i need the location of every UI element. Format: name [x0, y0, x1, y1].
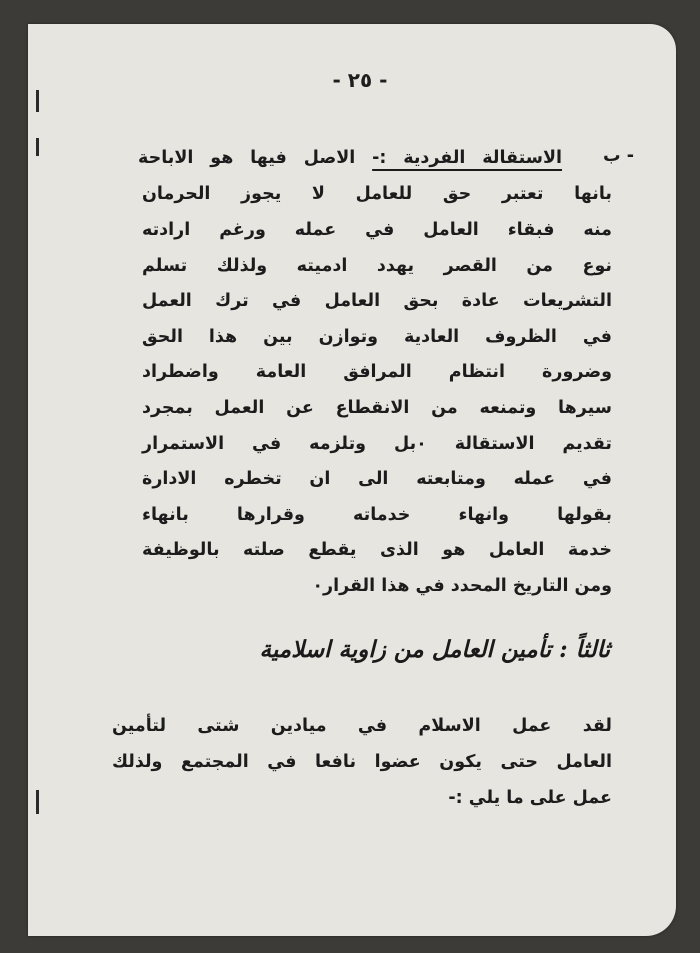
text-line: سيرها وتمنعه من الانقطاع عن العمل بمجرد — [142, 398, 612, 418]
text-line: العامل حتى يكون عضوا نافعا في المجتمع ولذلك — [112, 752, 612, 772]
margin-mark — [36, 90, 39, 112]
section-title: الاستقالة الفردية :- — [372, 148, 562, 168]
first-line — [138, 145, 562, 171]
text-line: عمل على ما يلي :- — [448, 788, 612, 808]
margin-mark — [36, 790, 39, 814]
text-line: التشريعات عادة بحق العامل في ترك العمل — [142, 291, 612, 311]
text-line: بقولها وانهاء خدماته وقرارها بانهاء — [142, 505, 612, 525]
first-line-rest: الاصل فيها هو الاباحة — [138, 148, 356, 168]
text-line: بانها تعتبر حق للعامل لا يجوز الحرمان — [142, 184, 612, 204]
text-line: في عمله ومتابعته الى ان تخطره الادارة — [142, 469, 612, 489]
text-line: خدمة العامل هو الذى يقطع صلته بالوظيفة — [142, 540, 612, 560]
text-line: لقد عمل الاسلام في ميادين شتى لتأمين — [112, 716, 612, 736]
margin-mark — [36, 138, 39, 156]
text-line: تقديم الاستقالة ٠بل وتلزمه في الاستمرار — [142, 434, 612, 454]
page-number: - ٢٥ - — [332, 68, 388, 92]
text-line: نوع من القصر يهدد ادميته ولذلك تسلم — [142, 256, 612, 276]
text-line: ومن التاريخ المحدد في هذا القرار٠ — [312, 576, 612, 596]
text-line: منه فبقاء العامل في عمله ورغم ارادته — [142, 220, 612, 240]
text-line: وضرورة انتظام المرافق العامة واضطراد — [142, 362, 612, 382]
text-line: في الظروف العادية وتوازن بين هذا الحق — [142, 327, 612, 347]
section-heading: ثالثاً : تأمين العامل من زاوية اسلامية — [259, 636, 610, 663]
section-marker: ب - — [603, 146, 634, 166]
